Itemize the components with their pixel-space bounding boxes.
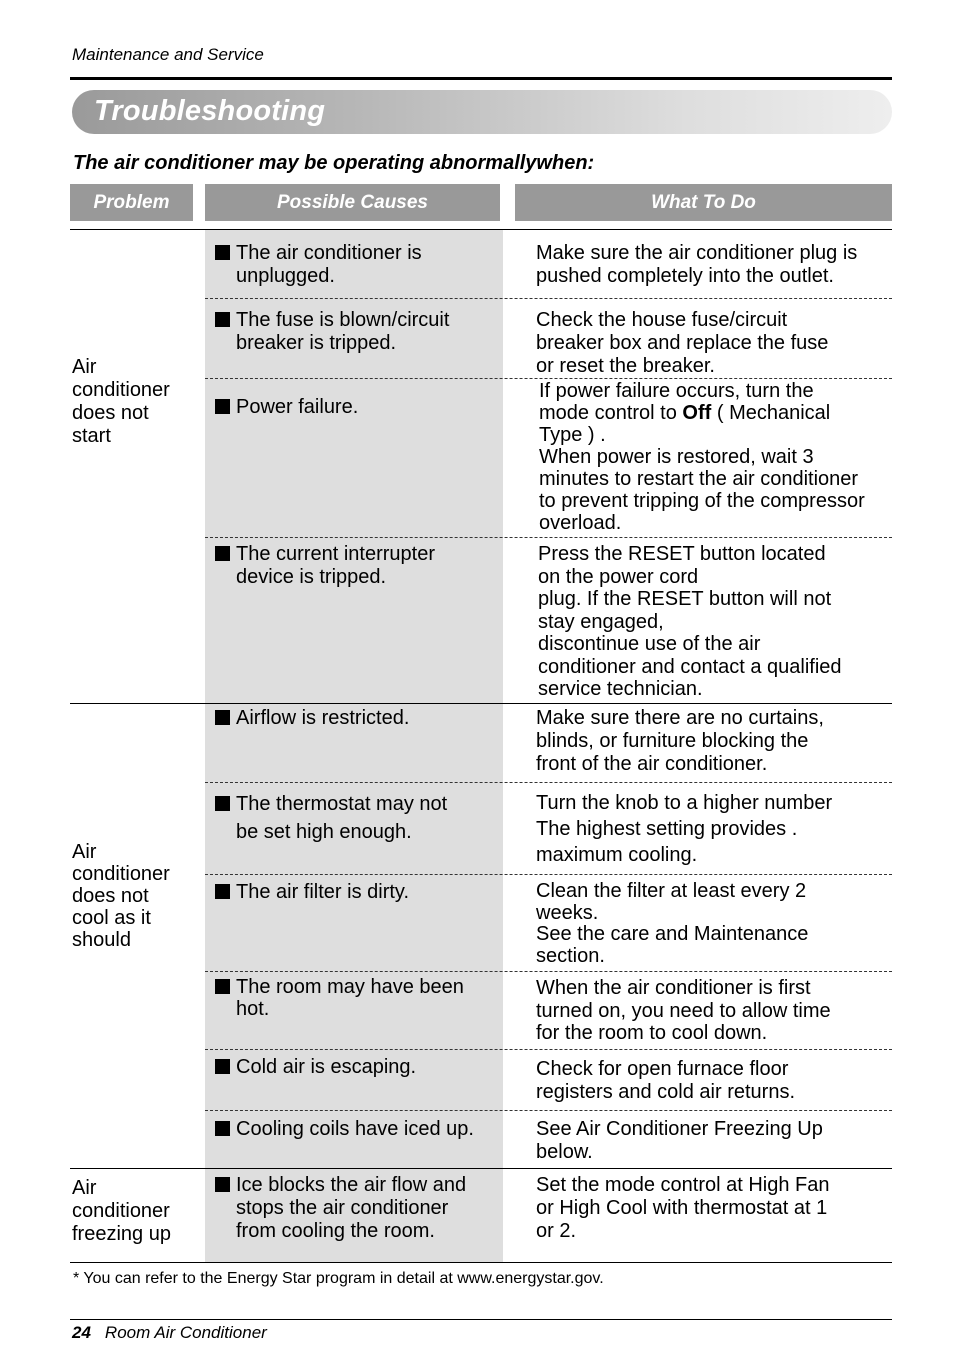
bullet-square-icon bbox=[215, 546, 230, 561]
table-rule bbox=[70, 1262, 892, 1263]
bullet-square-icon bbox=[215, 245, 230, 260]
cause-item bbox=[215, 1174, 466, 1243]
problem-label: Air conditioner freezing up bbox=[72, 1177, 171, 1245]
row-divider bbox=[205, 298, 892, 299]
top-rule bbox=[70, 77, 892, 80]
cause-text: The room may have been hot. bbox=[236, 976, 464, 1020]
cause-item bbox=[215, 543, 435, 589]
bullet-square-icon bbox=[215, 1059, 230, 1074]
bullet-square-icon bbox=[215, 979, 230, 994]
todo-text: See Air Conditioner Freezing Up below. bbox=[536, 1118, 823, 1163]
bullet-square-icon bbox=[215, 1177, 230, 1192]
todo-text: Turn the knob to a higher number The highest setting provides . maximum cooling. bbox=[536, 792, 833, 866]
row-divider bbox=[205, 537, 892, 538]
cause-item bbox=[215, 1056, 416, 1079]
cause-text: The thermostat may not be set high enough. bbox=[236, 793, 448, 843]
cause-text: Ice blocks the air flow and stops the air conditioner from cooling the room. bbox=[236, 1174, 467, 1242]
todo-text: Make sure the air conditioner plug is pushed completely into the outlet. bbox=[536, 242, 858, 287]
todo-text: Clean the filter at least every 2 weeks. See the care and Maintenance section. bbox=[536, 880, 809, 967]
cause-item bbox=[215, 790, 447, 846]
cause-item bbox=[215, 1118, 474, 1141]
cause-text: The fuse is blown/circuit breaker is tripped. bbox=[236, 309, 450, 354]
bottom-rule bbox=[70, 1319, 892, 1320]
footer-title: Room Air Conditioner bbox=[104, 1323, 267, 1342]
cause-text: The air conditioner is unplugged. bbox=[236, 242, 422, 287]
cause-item bbox=[215, 881, 409, 904]
todo-text: Check for open furnace floor registers and cold air returns. bbox=[536, 1058, 796, 1103]
page-subtitle: The air conditioner may be operating abnormallywhen: bbox=[73, 152, 595, 174]
page-title: Troubleshooting bbox=[94, 95, 326, 127]
row-divider bbox=[205, 1110, 892, 1111]
todo-text: Check the house fuse/circuit breaker box and replace the fuse or reset the breaker. bbox=[536, 309, 829, 377]
cause-text: The air filter is dirty. bbox=[236, 881, 409, 903]
todo-text-part: ( Mechanical Type ) . When power is restored, wait 3 minutes to restart the air conditioner to prevent tripping of the compressor overload. bbox=[539, 402, 865, 534]
row-divider bbox=[205, 1049, 892, 1050]
causes-column-background bbox=[205, 229, 503, 1262]
row-divider bbox=[205, 874, 892, 875]
column-header-todo: What To Do bbox=[515, 184, 892, 221]
row-divider bbox=[205, 971, 892, 972]
cause-item bbox=[215, 977, 464, 1020]
page-footer bbox=[72, 1323, 267, 1343]
title-banner bbox=[72, 90, 892, 134]
cause-item bbox=[215, 242, 422, 288]
column-header-problem: Problem bbox=[70, 184, 193, 221]
table-rule bbox=[70, 1168, 892, 1169]
page-number: 24 bbox=[72, 1323, 91, 1342]
table-rule bbox=[70, 229, 892, 230]
bullet-square-icon bbox=[215, 312, 230, 327]
cause-text: Airflow is restricted. bbox=[236, 707, 410, 729]
todo-text bbox=[539, 380, 865, 534]
cause-text: Power failure. bbox=[236, 396, 359, 418]
table-rule bbox=[70, 703, 892, 704]
problem-label: Air conditioner does not start bbox=[72, 356, 170, 447]
row-divider bbox=[205, 378, 892, 379]
footnote: * You can refer to the Energy Star program in detail at www.energystar.gov. bbox=[73, 1270, 604, 1287]
todo-text-emphasis: Off bbox=[682, 402, 712, 424]
cause-text: Cooling coils have iced up. bbox=[236, 1118, 474, 1140]
todo-text: Set the mode control at High Fan or High Cool with thermostat at 1 or 2. bbox=[536, 1174, 830, 1242]
cause-text: The current interrupter device is tripped. bbox=[236, 543, 435, 588]
todo-text: When the air conditioner is first turned on, you need to allow time for the room to cool down. bbox=[536, 977, 831, 1044]
bullet-square-icon bbox=[215, 399, 230, 414]
cause-item bbox=[215, 309, 449, 355]
problem-label: Air conditioner does not cool as it should bbox=[72, 841, 170, 951]
todo-text: Make sure there are no curtains, blinds, or furniture blocking the front of the air conditioner. bbox=[536, 707, 824, 775]
bullet-square-icon bbox=[215, 710, 230, 725]
bullet-square-icon bbox=[215, 796, 230, 811]
todo-text-part: If power failure occurs, turn the mode control to bbox=[539, 380, 814, 424]
cause-item bbox=[215, 396, 358, 419]
row-divider bbox=[205, 782, 892, 783]
bullet-square-icon bbox=[215, 1121, 230, 1136]
column-header-causes: Possible Causes bbox=[205, 184, 500, 221]
cause-text: Cold air is escaping. bbox=[236, 1056, 417, 1078]
section-label: Maintenance and Service bbox=[72, 45, 264, 64]
bullet-square-icon bbox=[215, 884, 230, 899]
todo-text: Press the RESET button located on the power cord plug. If the RESET button will not stay engaged, discontinue use of the air conditioner and contact a qualified service technician. bbox=[538, 543, 842, 700]
cause-item bbox=[215, 707, 409, 730]
